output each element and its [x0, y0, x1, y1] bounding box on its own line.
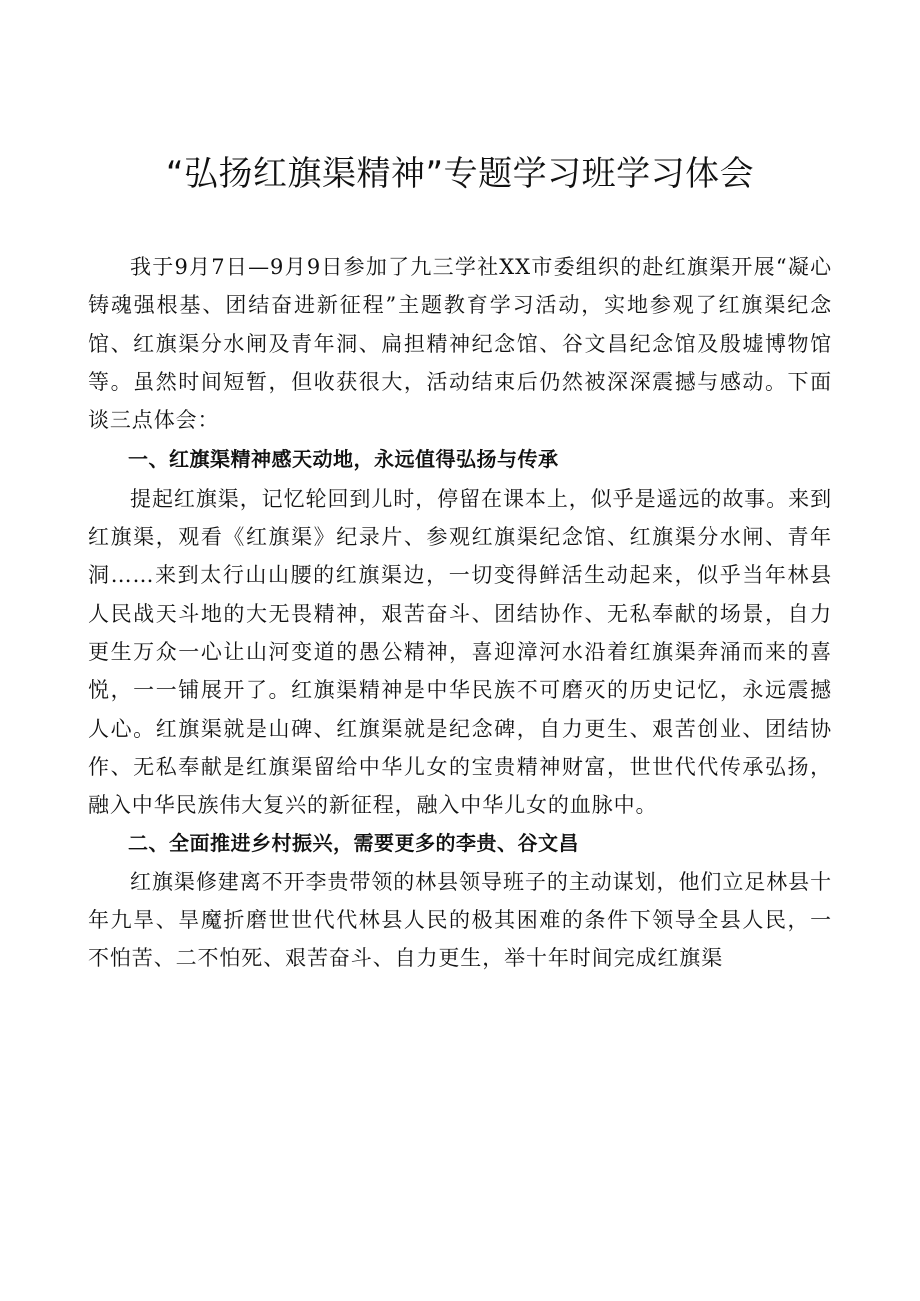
section-2-paragraph: 红旗渠修建离不开李贵带领的林县领导班子的主动谋划，他们立足林县十年九旱、旱魔折磨世世代代林县人民的极其困难的条件下领导全县人民，一不怕苦、二不怕死、艰苦奋斗、自力更生，举十年时间完成红旗渠	[88, 869, 832, 971]
document-title: “弘扬红旗渠精神”专题学习班学习体会	[165, 154, 755, 194]
section-heading-1: 一、红旗渠精神感天动地，永远值得弘扬与传承	[128, 447, 559, 472]
document-body	[88, 248, 832, 978]
intro-paragraph: 我于9月7日—9月9日参加了九三学社XX市委组织的赴红旗渠开展“凝心铸魂强根基、团结奋进新征程”主题教育学习活动，实地参观了红旗渠纪念馆、红旗渠分水闸及青年洞、扁担精神纪念馆、谷文昌纪念馆及殷墟博物馆等。虽然时间短暂，但收获很大，活动结束后仍然被深深震撼与感动。下面谈三点体会：	[88, 255, 832, 433]
section-1-paragraph: 提起红旗渠，记忆轮回到儿时，停留在课本上，似乎是遥远的故事。来到红旗渠，观看《红旗渠》纪录片、参观红旗渠纪念馆、红旗渠分水闸、青年洞……来到太行山山腰的红旗渠边，一切变得鲜活生动起来，似乎当年林县人民战天斗地的大无畏精神，艰苦奋斗、团结协作、无私奉献的场景，自力更生万众一心让山河变道的愚公精神，喜迎漳河水沿着红旗渠奔涌而来的喜悦，一一铺展开了。红旗渠精神是中华民族不可磨灭的历史记忆，永远震撼人心。红旗渠就是山碑、红旗渠就是纪念碑，自力更生、艰苦创业、团结协作、无私奉献是红旗渠留给中华儿女的宝贵精神财富，世世代代传承弘扬，融入中华民族伟大复兴的新征程，融入中华儿女的血脉中。	[88, 486, 832, 818]
section-heading-2: 二、全面推进乡村振兴，需要更多的李贵、谷文昌	[128, 831, 579, 856]
